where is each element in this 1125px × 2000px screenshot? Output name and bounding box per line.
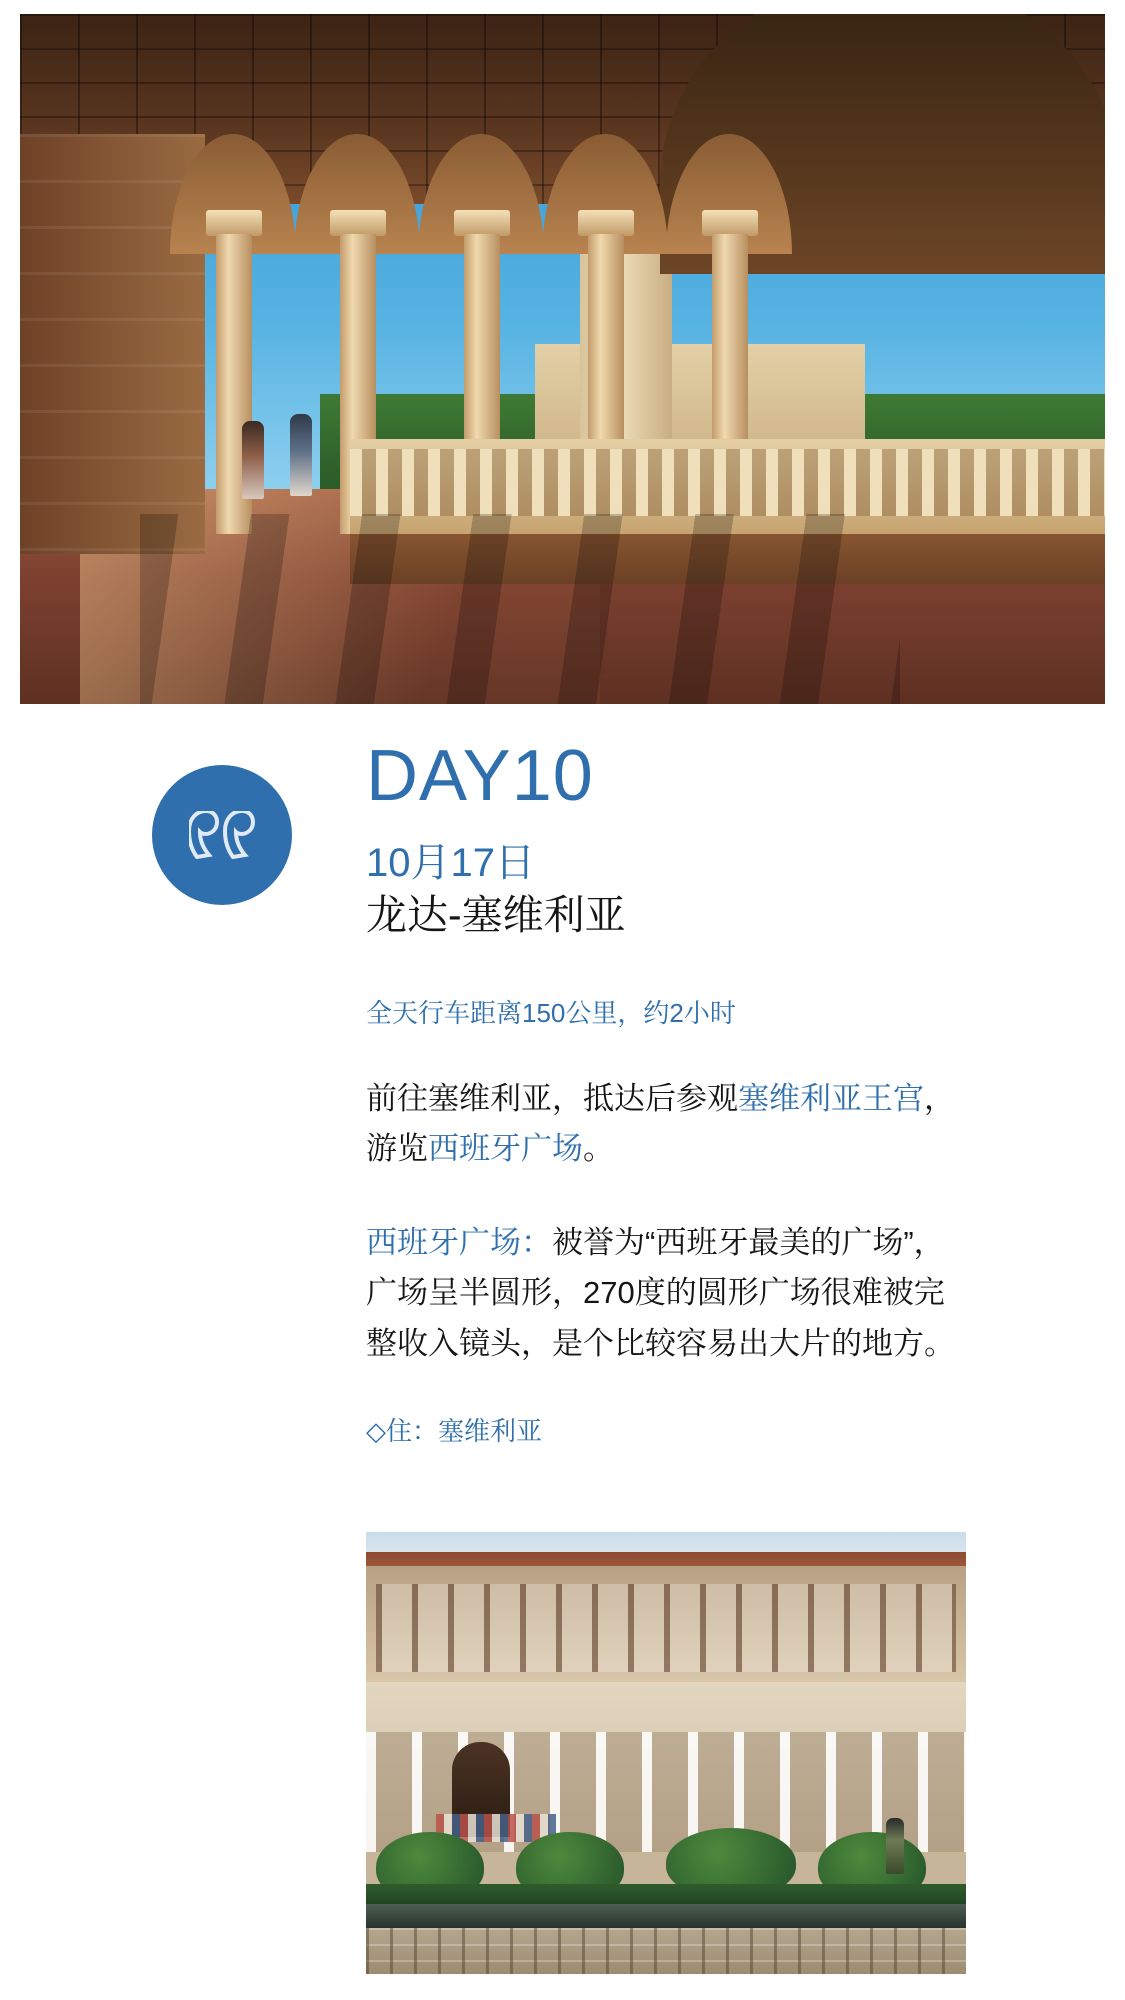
tourist-figure <box>290 414 312 496</box>
highlight-plaza: 西班牙广场 <box>428 1130 583 1166</box>
route-label: 龙达-塞维利亚 <box>366 892 626 938</box>
quotation-mark-icon <box>189 811 255 859</box>
itinerary-text-part2: ，游览 <box>366 1080 955 1166</box>
itinerary-text-part1: 前往塞维利亚，抵达后参观 <box>366 1080 738 1116</box>
balustrade-posts-pattern <box>350 449 1105 516</box>
tourist-figure <box>242 421 264 499</box>
highlight-alcazar: 塞维利亚王宫 <box>738 1080 924 1116</box>
hero-photo-canvas <box>20 14 1105 704</box>
bottom-photo-upper-arches <box>376 1584 956 1672</box>
arch-column <box>170 134 296 534</box>
bottom-photo-tile-pattern <box>366 1928 966 1974</box>
drive-info-label: 全天行车距离150公里，约2小时 <box>366 998 736 1029</box>
plaza-description-text: 被誉为“西班牙最美的广场”，广场呈半圆形，270度的圆形广场很难被完整收入镜头，是个比较容易出大片的地方。 <box>366 1225 955 1361</box>
stay-label: ◇住：塞维利亚 <box>366 1415 542 1446</box>
page-title: DAY10 <box>366 736 594 816</box>
bottom-photo <box>366 1532 966 1974</box>
date-label: 10月17日 <box>366 841 535 885</box>
bottom-photo-tiled-walkway <box>366 1928 966 1974</box>
bottom-photo-person <box>886 1818 904 1874</box>
bottom-photo-upper-gallery <box>366 1566 966 1686</box>
day-content-block <box>366 736 966 1477</box>
itinerary-paragraph <box>366 1074 966 1174</box>
itinerary-text-part3: 。 <box>583 1130 614 1166</box>
hero-photo <box>20 14 1105 704</box>
plaza-description-label: 西班牙广场： <box>366 1225 552 1261</box>
plaza-description-paragraph <box>366 1218 966 1369</box>
column-shadows-region <box>140 514 900 704</box>
quote-badge <box>152 765 292 905</box>
